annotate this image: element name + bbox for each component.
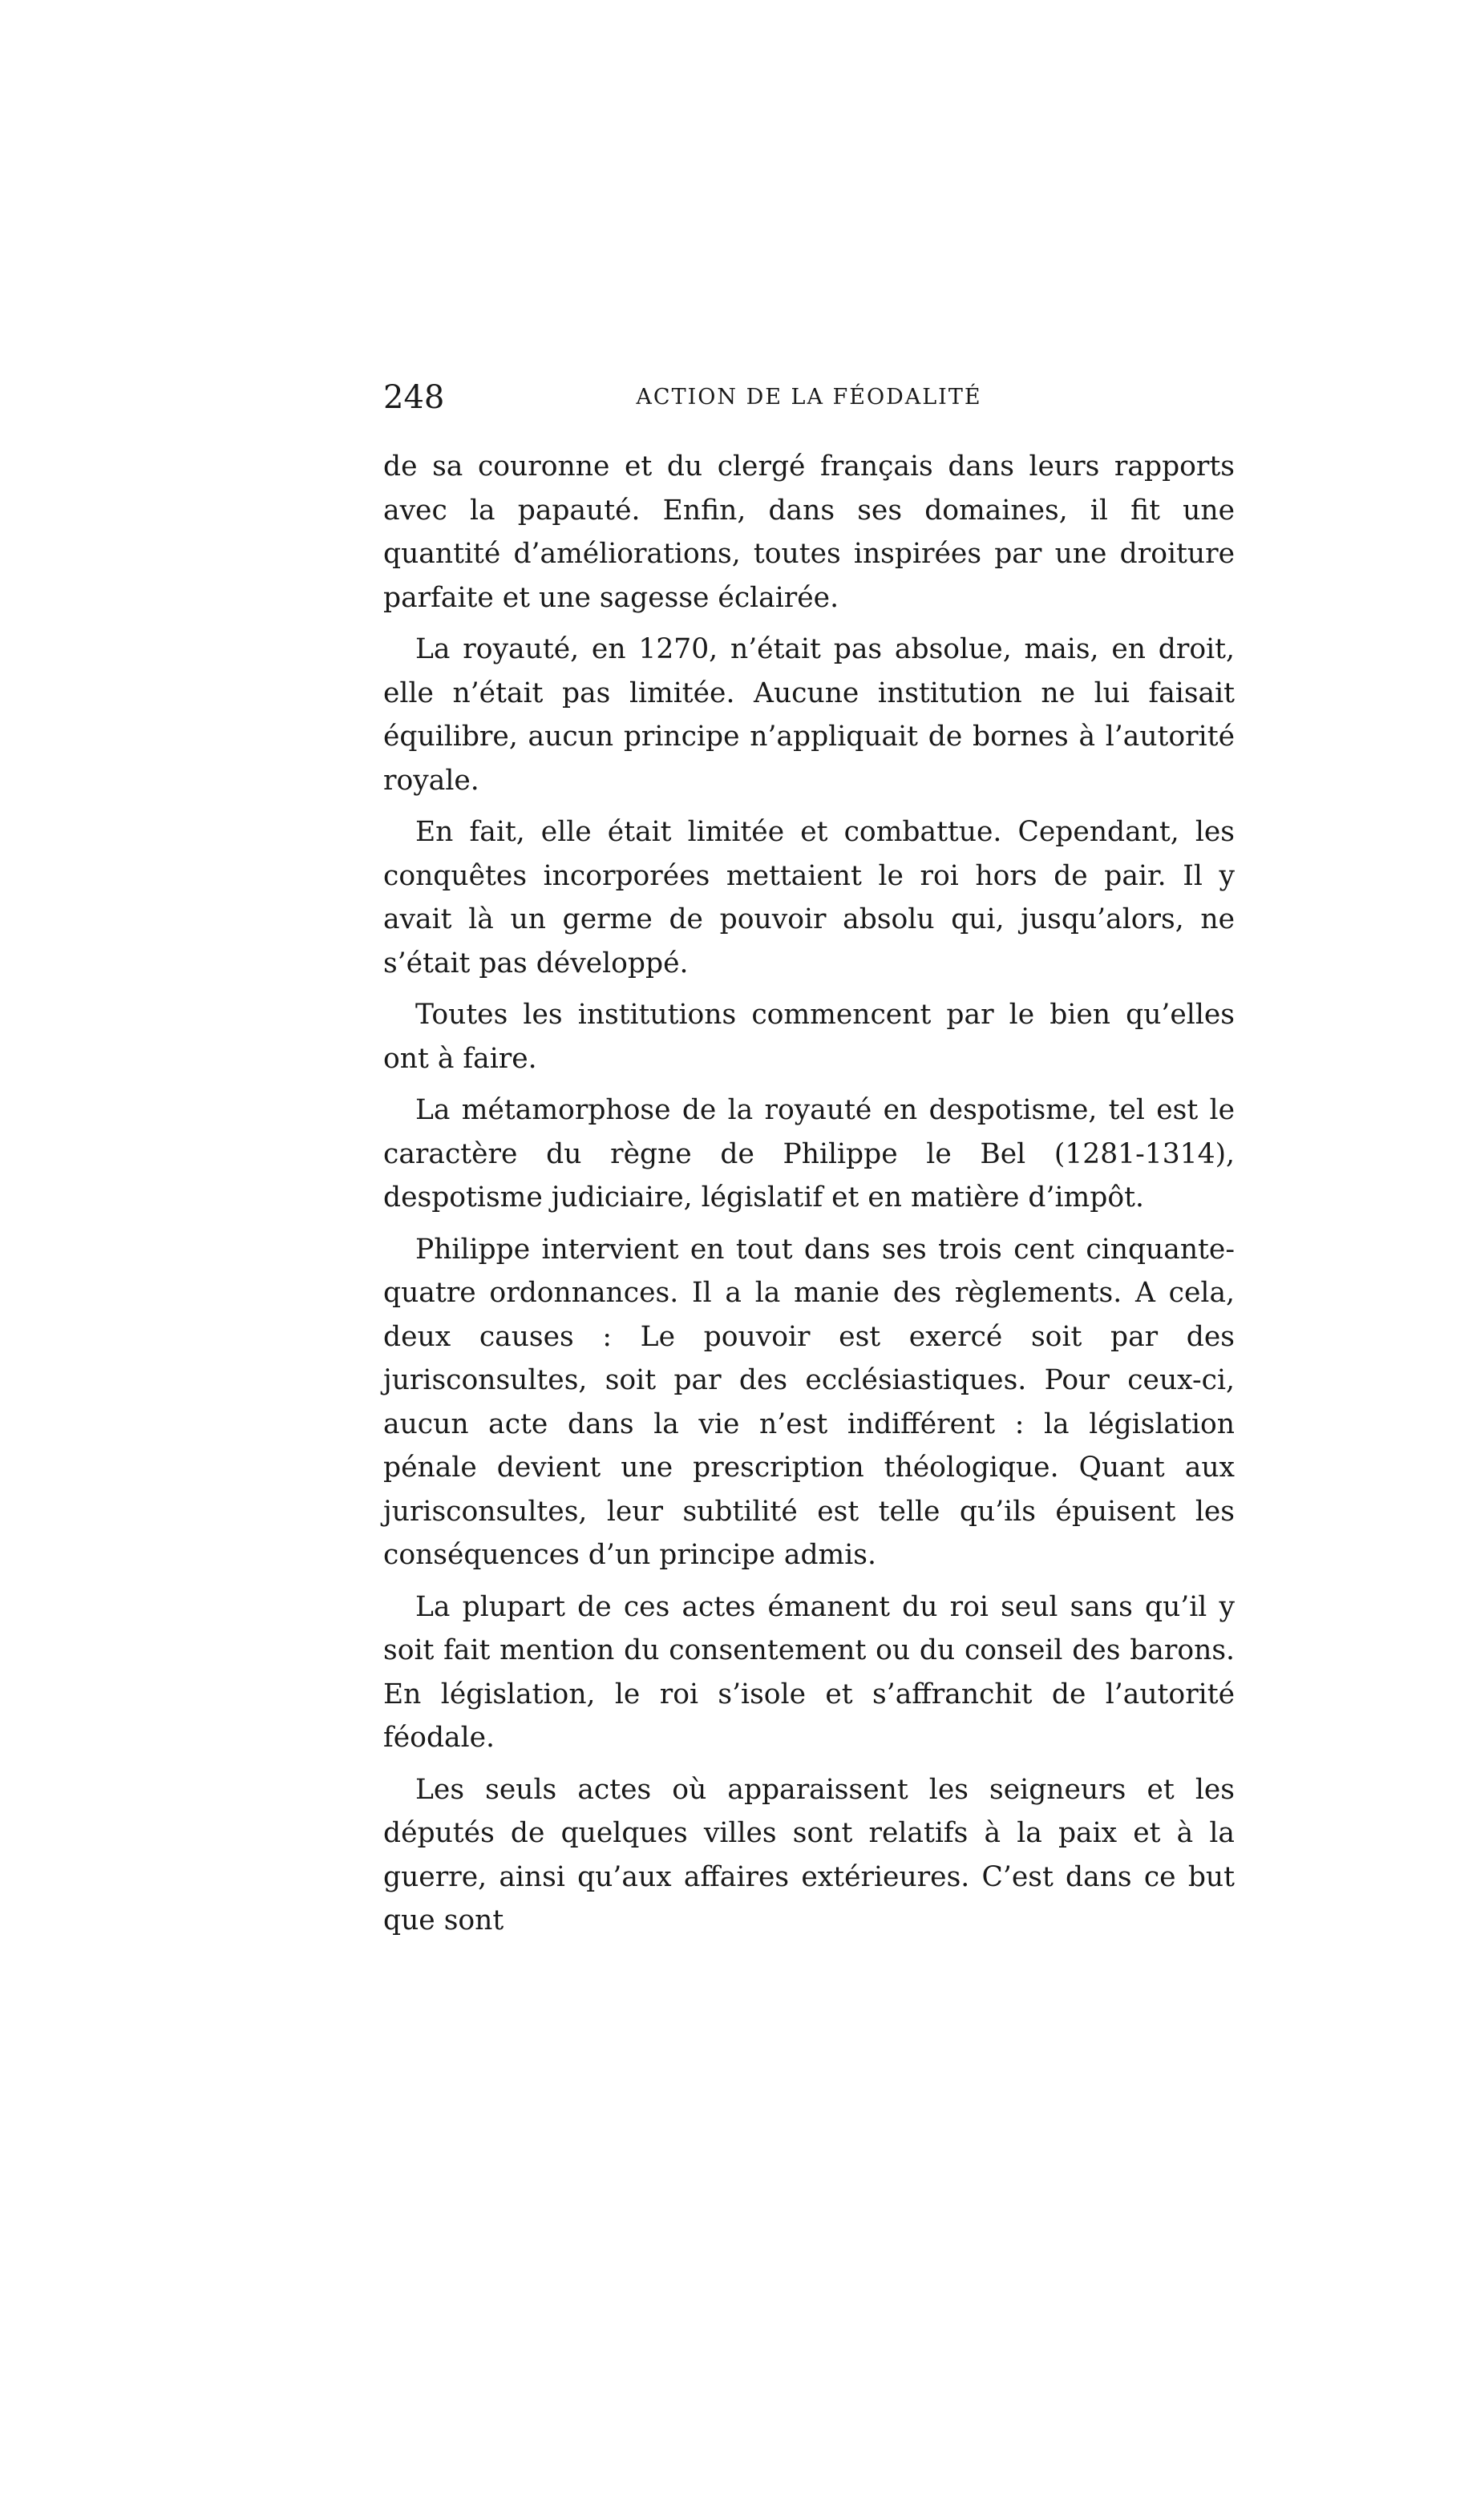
paragraph: Philippe intervient en tout dans ses trois cent cinquante-quatre ordonnances. Il a la manie des règlements. A cela, deux causes : Le pouvoir est exercé soit par des jurisconsultes, soit par des ecclésiastiques. Pour ceux-ci, aucun acte dans la vie n’est indifférent : la législation pénale devient une prescription théologique. Quant aux jurisconsultes, leur subtilité est telle qu’ils épuisent les conséquences d’un principe admis. bbox=[383, 1233, 1235, 1571]
page-header bbox=[383, 374, 1235, 422]
body-text bbox=[383, 445, 1235, 1951]
paragraph: En fait, elle était limitée et combattue. Cependant, les conquêtes incorporées mettaient le roi hors de pair. Il y avait là un germe de pouvoir absolu qui, jusqu’alors, ne s’était pas développé. bbox=[383, 816, 1235, 979]
running-title: ACTION DE LA FÉODALITÉ bbox=[636, 385, 982, 410]
paragraph: La plupart de ces actes émanent du roi seul sans qu’il y soit fait mention du consentement ou du conseil des barons. En législation, le roi s’isole et s’affranchit de l’autorité féodale. bbox=[383, 1590, 1235, 1754]
paragraph: Les seuls actes où apparaissent les seigneurs et les députés de quelques villes sont relatifs à la paix et à la guerre, ainsi qu’aux affaires extérieures. C’est dans ce but que sont bbox=[383, 1773, 1235, 1936]
paragraph: La royauté, en 1270, n’était pas absolue, mais, en droit, elle n’était pas limitée. Aucune institution ne lui faisait équilibre, aucun principe n’appliquait de bornes à l’autorité royale. bbox=[383, 633, 1235, 797]
paragraph: de sa couronne et du clergé français dans leurs rapports avec la papauté. Enfin, dans ses domaines, il fit une quantité d’améliorations, toutes inspirées par une droiture parfaite et une sagesse éclairée. bbox=[383, 450, 1235, 614]
paragraph: Toutes les institutions commencent par le bien qu’elles ont à faire. bbox=[383, 999, 1235, 1075]
paragraph: La métamorphose de la royauté en despotisme, tel est le caractère du règne de Philippe le Bel (1281-1314), despotisme judiciaire, législatif et en matière d’impôt. bbox=[383, 1094, 1235, 1214]
page-number: 248 bbox=[383, 379, 445, 416]
